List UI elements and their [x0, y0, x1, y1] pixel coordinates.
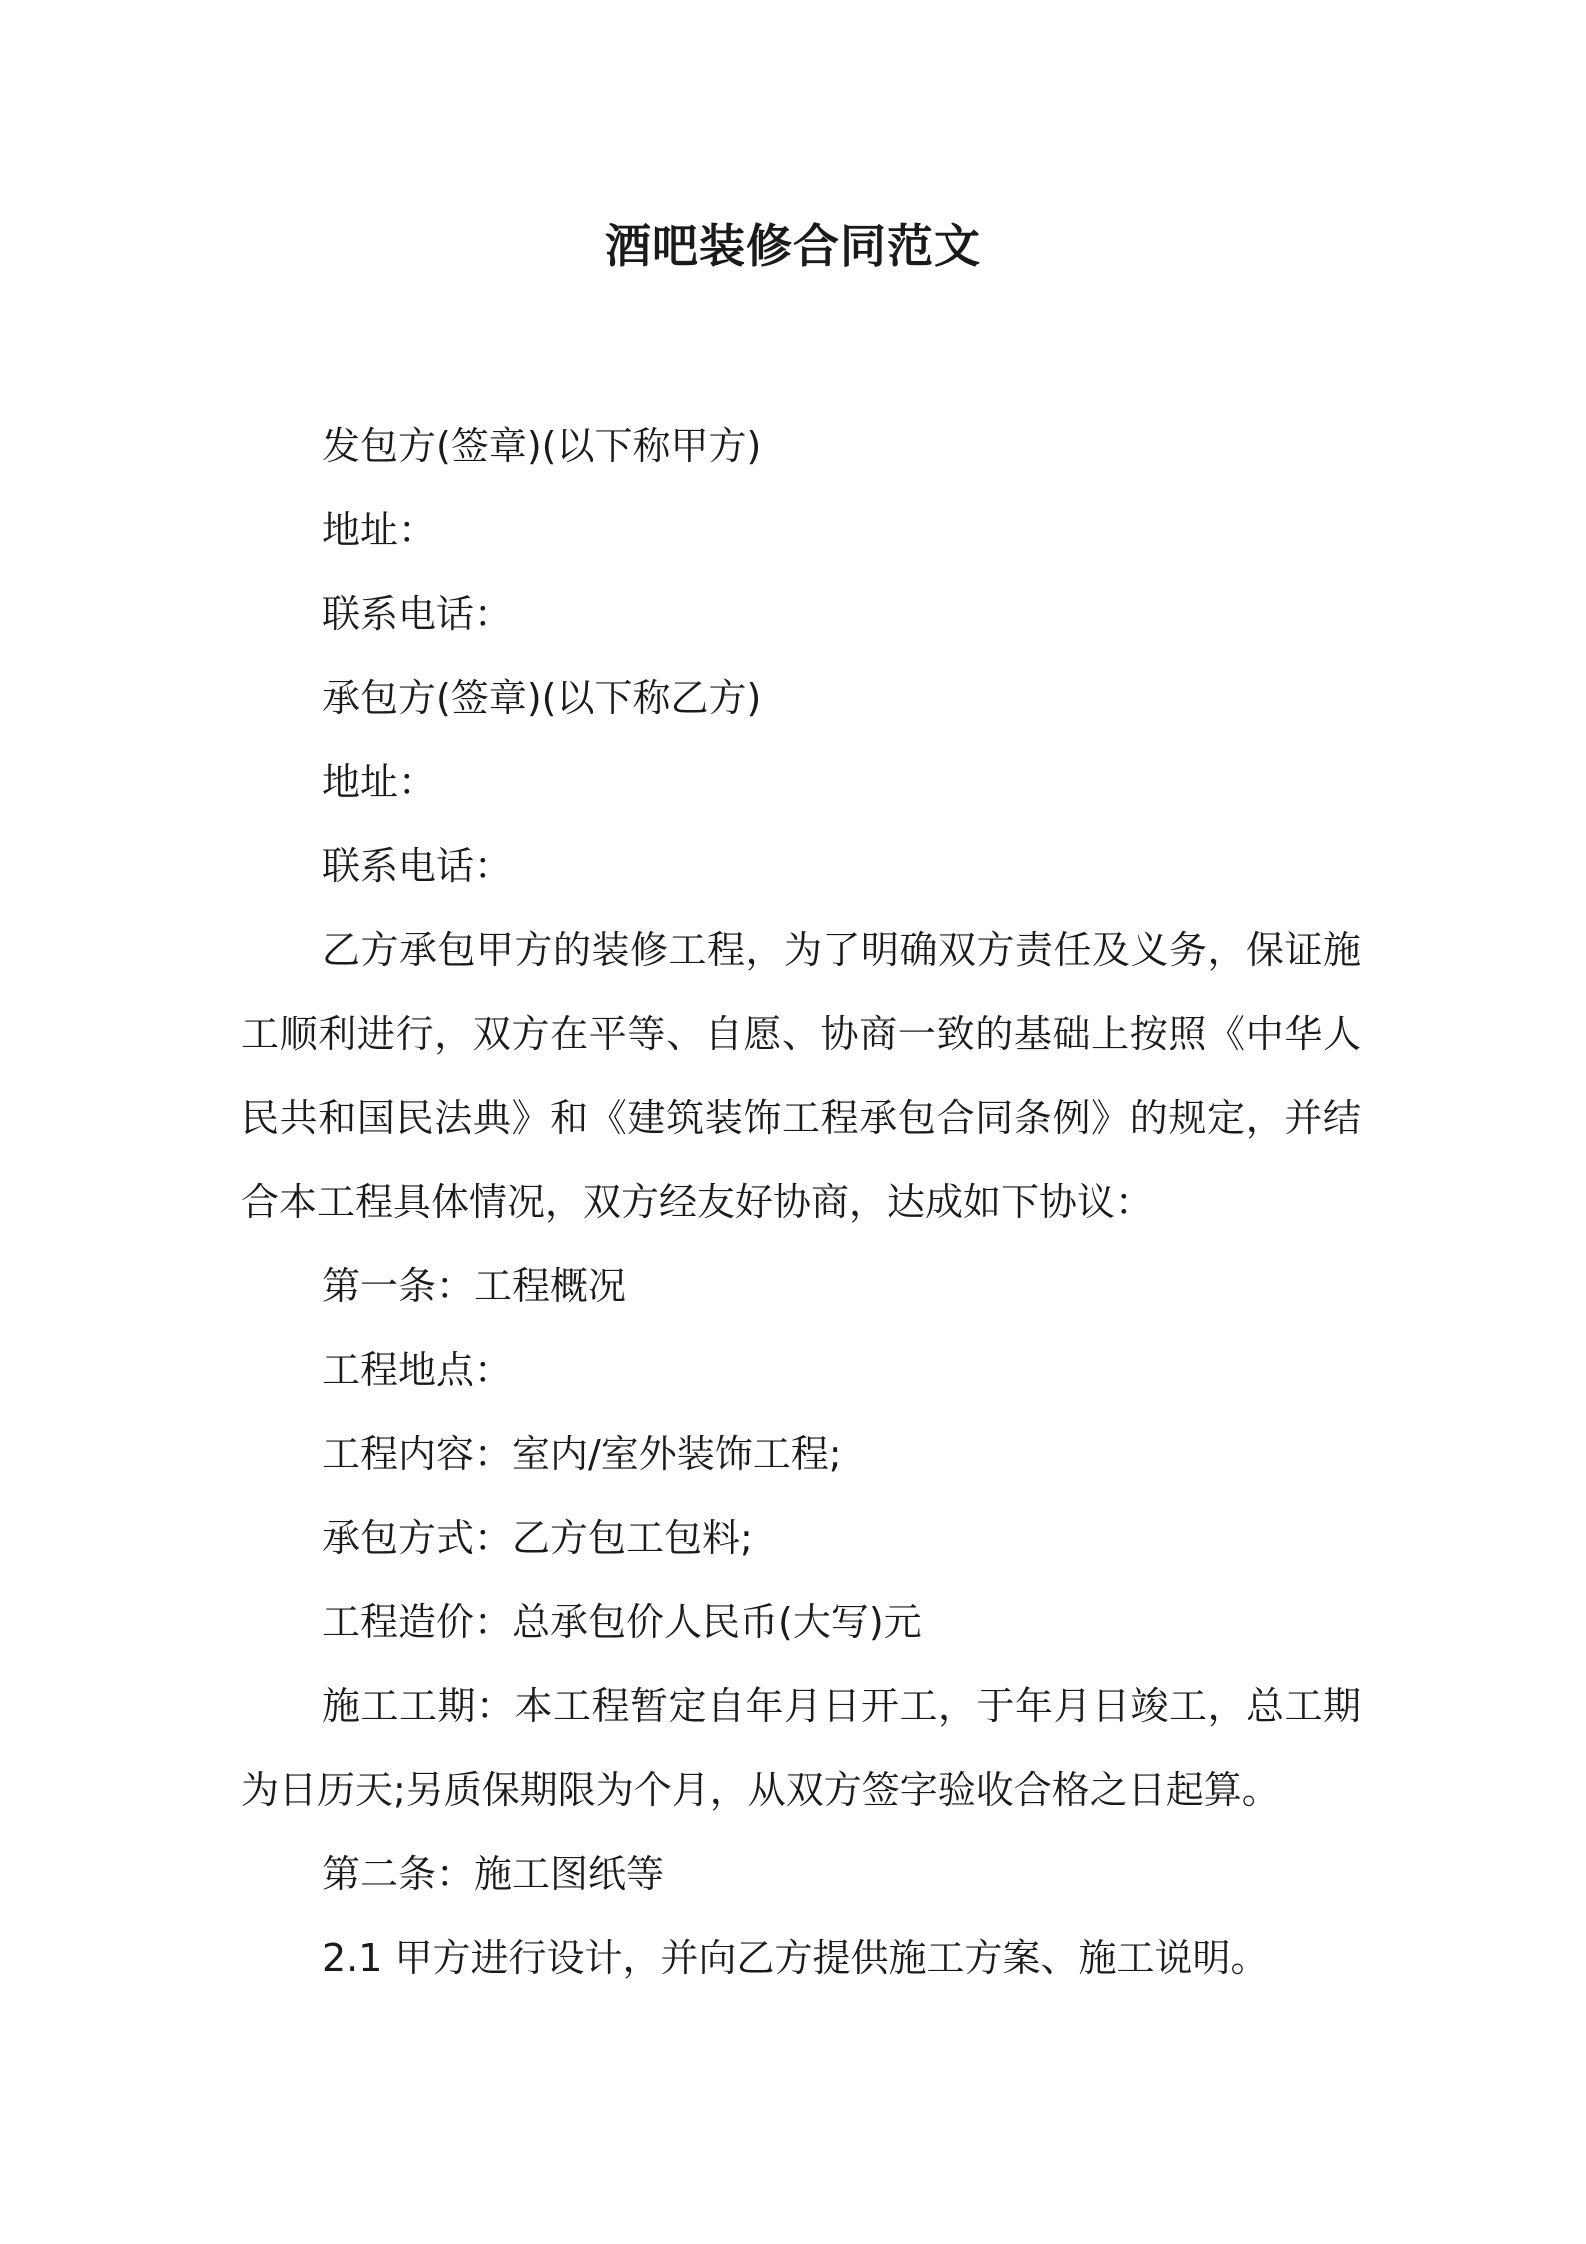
- project-location: 工程地点：: [322, 1348, 513, 1392]
- party-a-phone: 联系电话：: [322, 592, 513, 636]
- article-1-heading: 第一条：工程概况: [322, 1264, 627, 1308]
- party-a-line: 发包方(签章)(以下称甲方): [322, 424, 762, 468]
- intro-paragraph: 乙方承包甲方的装修工程，为了明确双方责任及义务，保证施工顺利进行，双方在平等、自愿、协商一致的基础上按照《中华人民共和国民法典》和《建筑装饰工程承包合同条例》的规定，并结合本工程具体情况，双方经友好协商，达成如下协议：: [241, 928, 1361, 1224]
- document-title: 酒吧装修合同范文: [605, 219, 981, 273]
- article-2-item-1: 2.1 甲方进行设计，并向乙方提供施工方案、施工说明。: [322, 1936, 1269, 1980]
- document-body: [241, 404, 1361, 2000]
- party-b-line: 承包方(签章)(以下称乙方): [322, 676, 762, 720]
- schedule-paragraph: 施工工期：本工程暂定自年月日开工，于年月日竣工，总工期为日历天;另质保期限为个月，从双方签字验收合格之日起算。: [241, 1684, 1361, 1812]
- project-content: 工程内容：室内/室外装饰工程;: [322, 1432, 842, 1476]
- party-a-address: 地址：: [322, 508, 437, 552]
- project-cost: 工程造价：总承包价人民币(大写)元: [322, 1600, 922, 1644]
- article-2-heading: 第二条：施工图纸等: [322, 1852, 665, 1896]
- party-b-phone: 联系电话：: [322, 844, 513, 888]
- party-b-address: 地址：: [322, 760, 437, 804]
- contract-method: 承包方式：乙方包工包料;: [322, 1516, 753, 1560]
